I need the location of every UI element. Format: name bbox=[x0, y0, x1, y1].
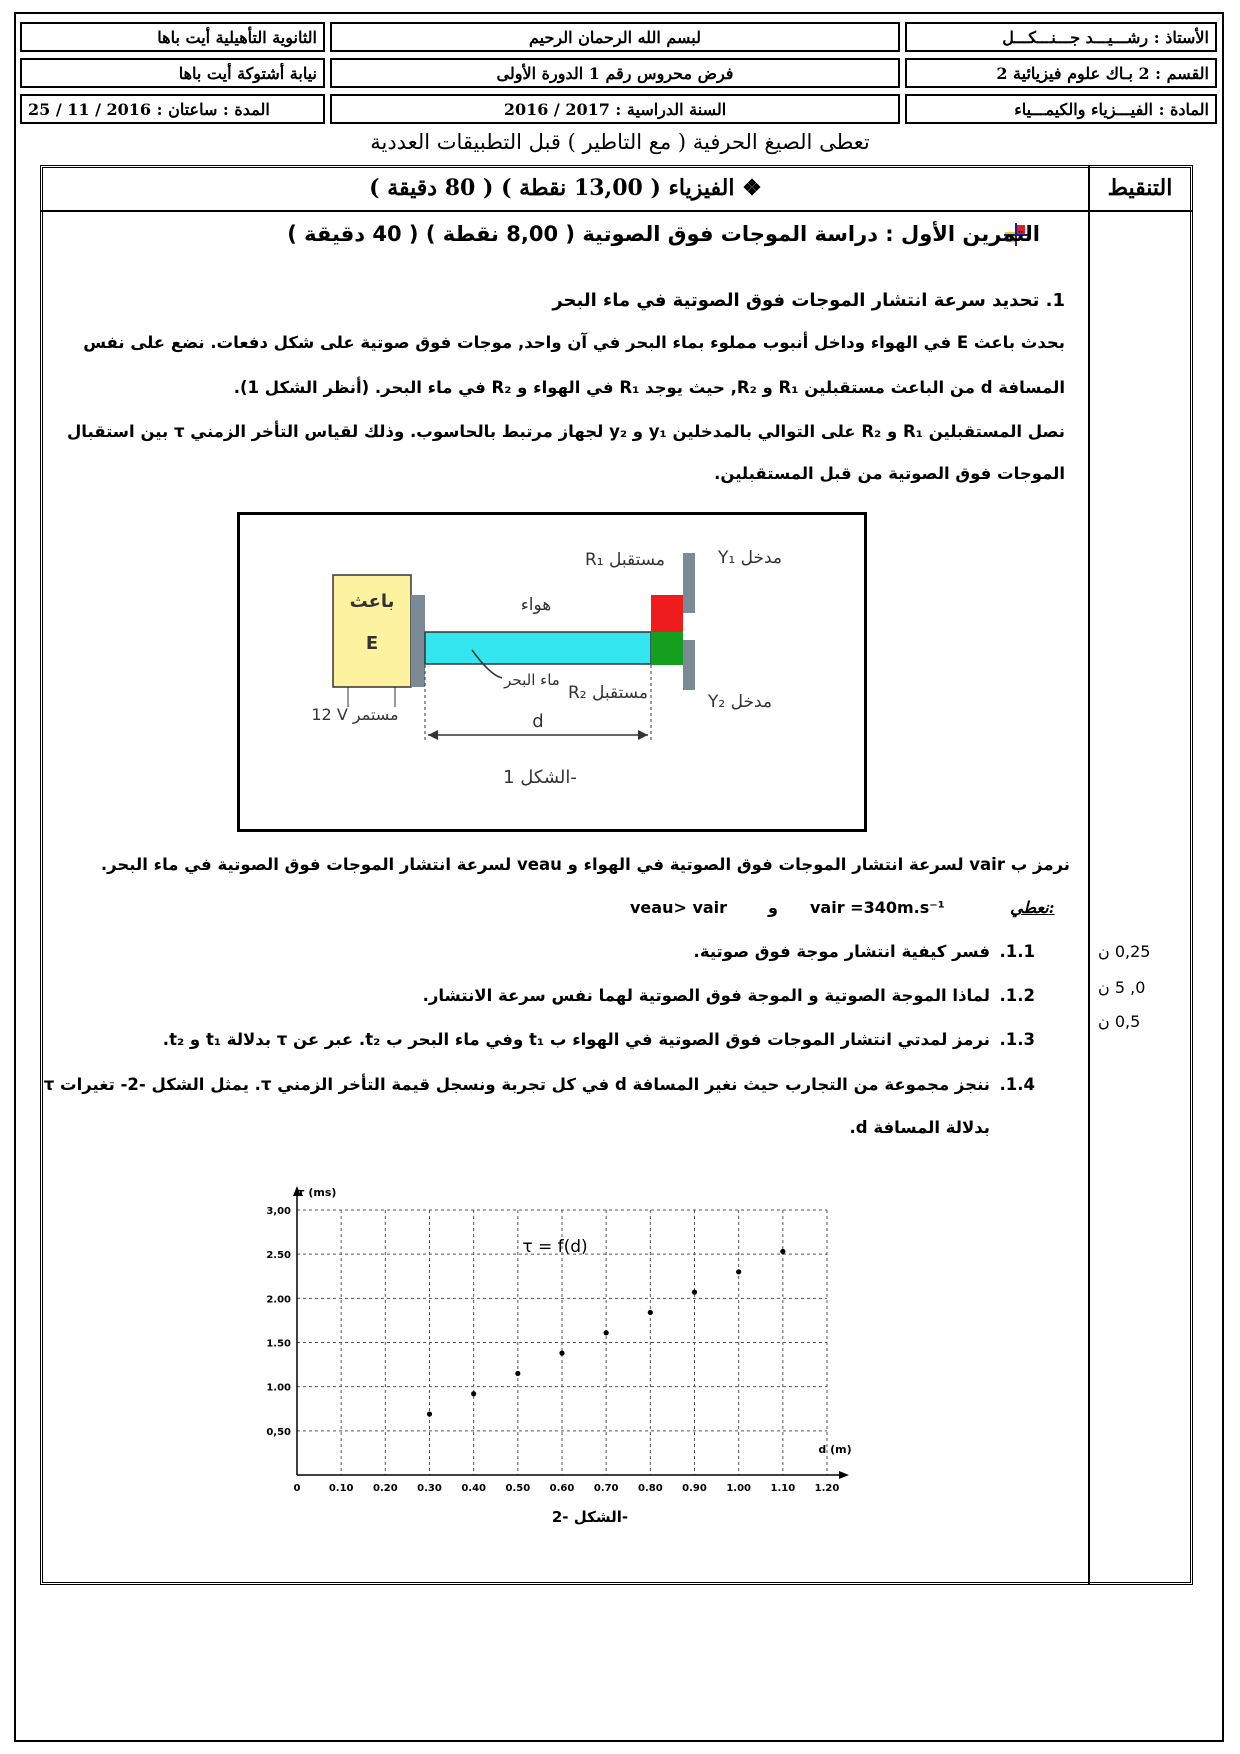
chart-svg bbox=[255, 1160, 895, 1540]
x-axis-arrow bbox=[839, 1471, 849, 1479]
x-tick-label: 1.10 bbox=[770, 1483, 796, 1494]
question-1-4-text: ننجز مجموعة من التجارب حيث نغير المسافة d في كل تجربة ونسجل قيمة التأخر الزمني τ. يمثل الشكل -2- تغيرات τ bbox=[43, 1075, 990, 1094]
header-school: الثانوية التأهيلية أيت باها bbox=[20, 22, 325, 52]
header-directorate: نيابة أشتوكة أيت باها bbox=[20, 58, 325, 88]
x-tick-label: 0.60 bbox=[549, 1483, 575, 1494]
given-and: و bbox=[768, 898, 778, 917]
figure-1 bbox=[237, 512, 867, 832]
exercise1-title: التمرين الأول : دراسة الموجات فوق الصوتية ( 8,00 نقطة ) ( 40 دقيقة ) bbox=[287, 222, 1040, 246]
y-tick-label: 2.50 bbox=[266, 1250, 291, 1262]
distance-arrowhead-left bbox=[428, 730, 438, 740]
question-1-1-mark: 0,25 ن bbox=[1098, 942, 1151, 961]
header-year: السنة الدراسية : 2017 / 2016 bbox=[330, 94, 900, 124]
given-label: نعطي: bbox=[1010, 898, 1055, 917]
input-y1-label: Y₁ مدخل bbox=[717, 548, 783, 568]
grading-header: التنقيط bbox=[1107, 175, 1173, 201]
header-subject: المادة : الفيـــزياء والكيمـــياء bbox=[905, 94, 1217, 124]
stand-bottom bbox=[683, 640, 695, 690]
seawater-label: ماء البحر bbox=[504, 671, 560, 689]
instruction-line: تعطى الصيغ الحرفية ( مع التاطير ) قبل التطبيقات العددية bbox=[370, 130, 870, 154]
x-tick-label: 1.20 bbox=[814, 1483, 840, 1494]
distance-arrowhead-right bbox=[638, 730, 648, 740]
header-class: القسم : 2 بـاك علوم فيزيائية 2 bbox=[905, 58, 1217, 88]
emitter-letter: E bbox=[365, 633, 379, 654]
y-tick-label: 0,50 bbox=[266, 1426, 291, 1438]
data-point bbox=[515, 1371, 520, 1376]
x-tick-label: 0.20 bbox=[372, 1483, 398, 1494]
y-tick-label: 2.00 bbox=[266, 1294, 291, 1306]
question-1-1-text: فسر كيفية انتشار موجة فوق صوتية. bbox=[693, 942, 990, 961]
x-tick-label: 0.90 bbox=[682, 1483, 707, 1494]
data-point bbox=[471, 1391, 476, 1396]
header-teacher: الأستاذ : رشـــيـــد جـــنـــكـــل bbox=[905, 22, 1217, 52]
data-point bbox=[559, 1351, 564, 1356]
x-tick-label: 1.00 bbox=[726, 1483, 752, 1494]
given-veau: veau> vair bbox=[630, 898, 728, 917]
figure1-caption: الشكل 1- bbox=[503, 767, 577, 788]
receiver-r2-label: R₂ مستقبل bbox=[567, 683, 649, 703]
paragraph2-line1: نصل المستقبلين R₁ و R₂ على التوالي بالمدخلين y₁ و y₂ لجهاز مرتبط بالحاسوب. وذلك لقياس التأخر الزمني τ بين استقبال bbox=[66, 422, 1065, 441]
x-axis-label: d (m) bbox=[818, 1443, 852, 1456]
receiver-r2 bbox=[651, 632, 683, 665]
receiver-r1-label: R₁ مستقبل bbox=[584, 550, 666, 570]
x-tick-label: 0.30 bbox=[417, 1483, 442, 1494]
stand-top bbox=[683, 553, 695, 613]
data-point bbox=[604, 1330, 609, 1335]
header-basmala: لبسم الله الرحمان الرحيم bbox=[330, 22, 900, 52]
question-1-1-number: 1.1. bbox=[999, 942, 1035, 961]
power-label: 12 V مستمر bbox=[311, 705, 399, 724]
x-tick-label: 0.70 bbox=[593, 1483, 619, 1494]
question-1-3-text: نرمز لمدتي انتشار الموجات فوق الصوتية في الهواء ب t₁ وفي ماء البحر ب t₂. عبر عن τ بدلالة t₁ و t₂. bbox=[162, 1030, 990, 1049]
seawater-tube bbox=[425, 632, 651, 664]
x-tick-label: 0.80 bbox=[637, 1483, 663, 1494]
data-point bbox=[736, 1269, 741, 1274]
chart-title: τ = f(d) bbox=[522, 1237, 588, 1257]
header-duration: المدة : ساعتان : 2016 / 11 / 25 bbox=[20, 94, 325, 124]
paragraph1-line2: المسافة d من الباعث مستقبلين R₁ و R₂, حيث يوجد R₁ في الهواء و R₂ في ماء البحر. (أنظر الشكل 1). bbox=[233, 378, 1065, 397]
question-1-3-number: 1.3. bbox=[999, 1030, 1035, 1049]
y-axis-label: τ (ms) bbox=[297, 1186, 337, 1199]
data-point bbox=[780, 1249, 785, 1254]
x-tick-label: 0.50 bbox=[505, 1483, 531, 1494]
notation-line: نرمز ب vair لسرعة انتشار الموجات فوق الصوتية في الهواء و veau لسرعة انتشار الموجات فوق الصوتية في ماء البحر. bbox=[100, 855, 1070, 874]
data-point bbox=[648, 1310, 653, 1315]
air-label: هواء bbox=[520, 595, 552, 615]
data-point bbox=[427, 1411, 432, 1416]
physics-title: ❖ الفيزياء ( 13,00 نقطة ) ( 80 دقيقة ) bbox=[369, 175, 762, 201]
y-tick-label: 3,00 bbox=[266, 1206, 291, 1217]
question-1-2-number: 1.2. bbox=[999, 986, 1035, 1005]
question-1-2-text: لماذا الموجة الصوتية و الموجة فوق الصوتية لهما نفس سرعة الانتشار. bbox=[422, 986, 990, 1005]
y-tick-label: 1.50 bbox=[266, 1338, 291, 1350]
distance-label: d bbox=[532, 711, 544, 732]
paragraph1-line1: بحدث باعث E في الهواء وداخل أنبوب مملوء بماء البحر في آن واحد, موجات فوق صوتية على شكل دفعات. نضع على نفس bbox=[83, 333, 1065, 352]
question-1-4-number: 1.4. bbox=[999, 1075, 1035, 1094]
data-point bbox=[692, 1290, 697, 1295]
given-vair: vair =340m.s⁻¹ bbox=[810, 898, 945, 917]
question-1-3-mark: 0,5 ن bbox=[1098, 1012, 1141, 1031]
question-1-4-text-line2: بدلالة المسافة d. bbox=[849, 1118, 990, 1137]
table-header-divider bbox=[40, 210, 1193, 212]
x-tick-label: 0.10 bbox=[328, 1483, 354, 1494]
paragraph2-line2: الموجات فوق الصوتية من قبل المستقبلين. bbox=[714, 464, 1065, 483]
question-1-2-mark: 0, 5 ن bbox=[1098, 978, 1146, 997]
chart-caption: الشكل -2- bbox=[551, 1508, 629, 1526]
grading-column-divider bbox=[1088, 165, 1090, 1585]
emitter-label: باعث bbox=[349, 591, 395, 612]
x-tick-label: 0 bbox=[293, 1483, 301, 1494]
y-tick-label: 1.00 bbox=[266, 1382, 291, 1394]
receiver-r1 bbox=[651, 595, 683, 632]
x-tick-label: 0.40 bbox=[461, 1483, 487, 1494]
emitter-transducer bbox=[411, 595, 425, 687]
figure-2-chart bbox=[255, 1160, 895, 1540]
header-exam: فرض محروس رقم 1 الدورة الأولى bbox=[330, 58, 900, 88]
part1-title: 1. تحديد سرعة انتشار الموجات فوق الصوتية في ماء البحر bbox=[552, 290, 1065, 311]
input-y2-label: Y₂ مدخل bbox=[707, 692, 773, 712]
